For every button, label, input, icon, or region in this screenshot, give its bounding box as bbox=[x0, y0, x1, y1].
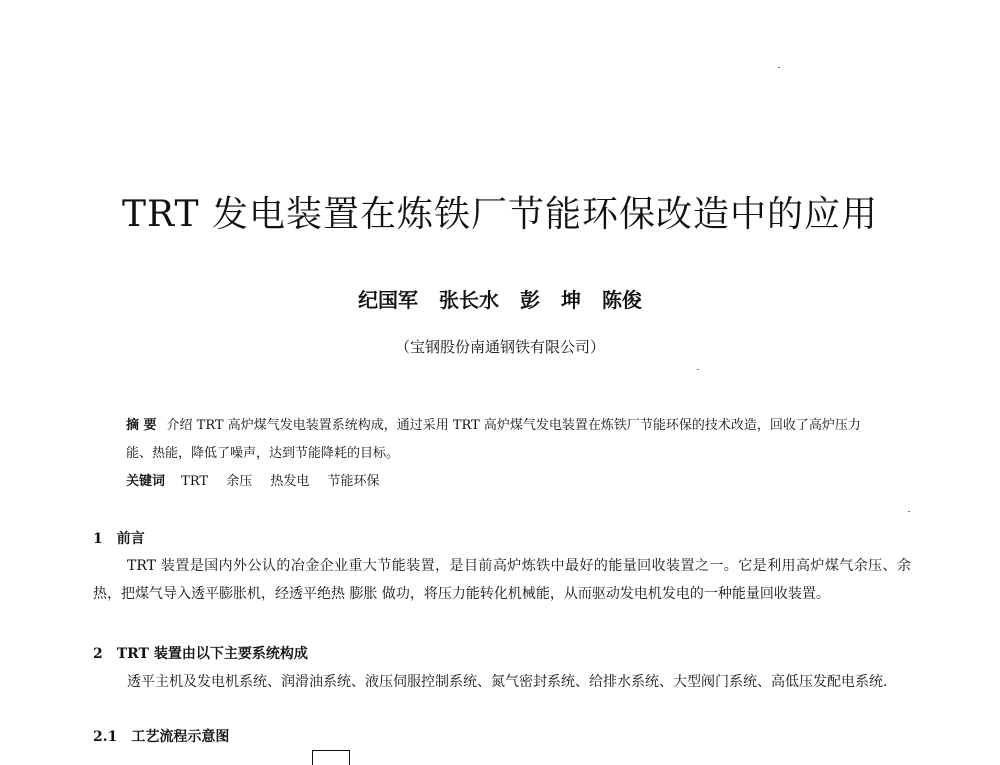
section-number: 1 bbox=[93, 531, 103, 547]
keywords-label: 关键词 bbox=[126, 474, 166, 489]
section-number: 2 bbox=[93, 646, 103, 662]
author-name: 张长水 bbox=[439, 288, 500, 312]
keywords bbox=[126, 468, 394, 496]
section-paragraph: TRT 装置是国内外公认的冶金企业重大节能装置，是目前高炉炼铁中最好的能量回收装置之一。它是利用高炉煤气余压、余热，把煤气导入透平膨胀机，经透平绝热 膨胀 做功，将压力能转化机械能，从而驱动发电机发电的一种能量回收装置。 bbox=[93, 558, 911, 602]
scan-speck bbox=[697, 369, 699, 370]
abstract bbox=[126, 412, 886, 468]
scan-speck bbox=[908, 511, 910, 512]
keyword: 余压 bbox=[226, 474, 253, 489]
author-list bbox=[0, 284, 1000, 313]
section-heading bbox=[93, 528, 145, 548]
keyword: 节能环保 bbox=[327, 474, 380, 489]
author-name: 纪国军 bbox=[358, 288, 419, 312]
paper-title: TRT 发电装置在炼铁厂节能环保改造中的应用 bbox=[122, 194, 878, 235]
abstract-label: 摘 要 bbox=[126, 418, 157, 433]
affiliation: （宝钢股份南通钢铁有限公司） bbox=[394, 338, 605, 356]
section-title: TRT 装置由以下主要系统构成 bbox=[116, 646, 308, 662]
author-name: 彭 坤 bbox=[520, 288, 581, 312]
section-title: 工艺流程示意图 bbox=[131, 729, 230, 745]
section-title: 前言 bbox=[116, 531, 145, 547]
author-name: 陈俊 bbox=[601, 288, 642, 312]
section-number: 2.1 bbox=[93, 729, 118, 745]
keyword: 热发电 bbox=[270, 474, 310, 489]
process-diagram-edge bbox=[312, 750, 350, 765]
section-paragraph: 透平主机及发电机系统、润滑油系统、液压伺服控制系统、氮气密封系统、给排水系统、大型阀门系统、高低压发配电系统. bbox=[127, 674, 888, 690]
scan-speck bbox=[778, 67, 780, 68]
subsection-heading bbox=[93, 726, 229, 746]
section-heading bbox=[93, 643, 308, 663]
abstract-text: 介绍 TRT 高炉煤气发电装置系统构成，通过采用 TRT 高炉煤气发电装置在炼铁厂节能环保的技术改造，回收了高炉压力能、热能，降低了噪声，达到节能降耗的目标。 bbox=[126, 418, 861, 461]
keyword: TRT bbox=[181, 474, 209, 489]
